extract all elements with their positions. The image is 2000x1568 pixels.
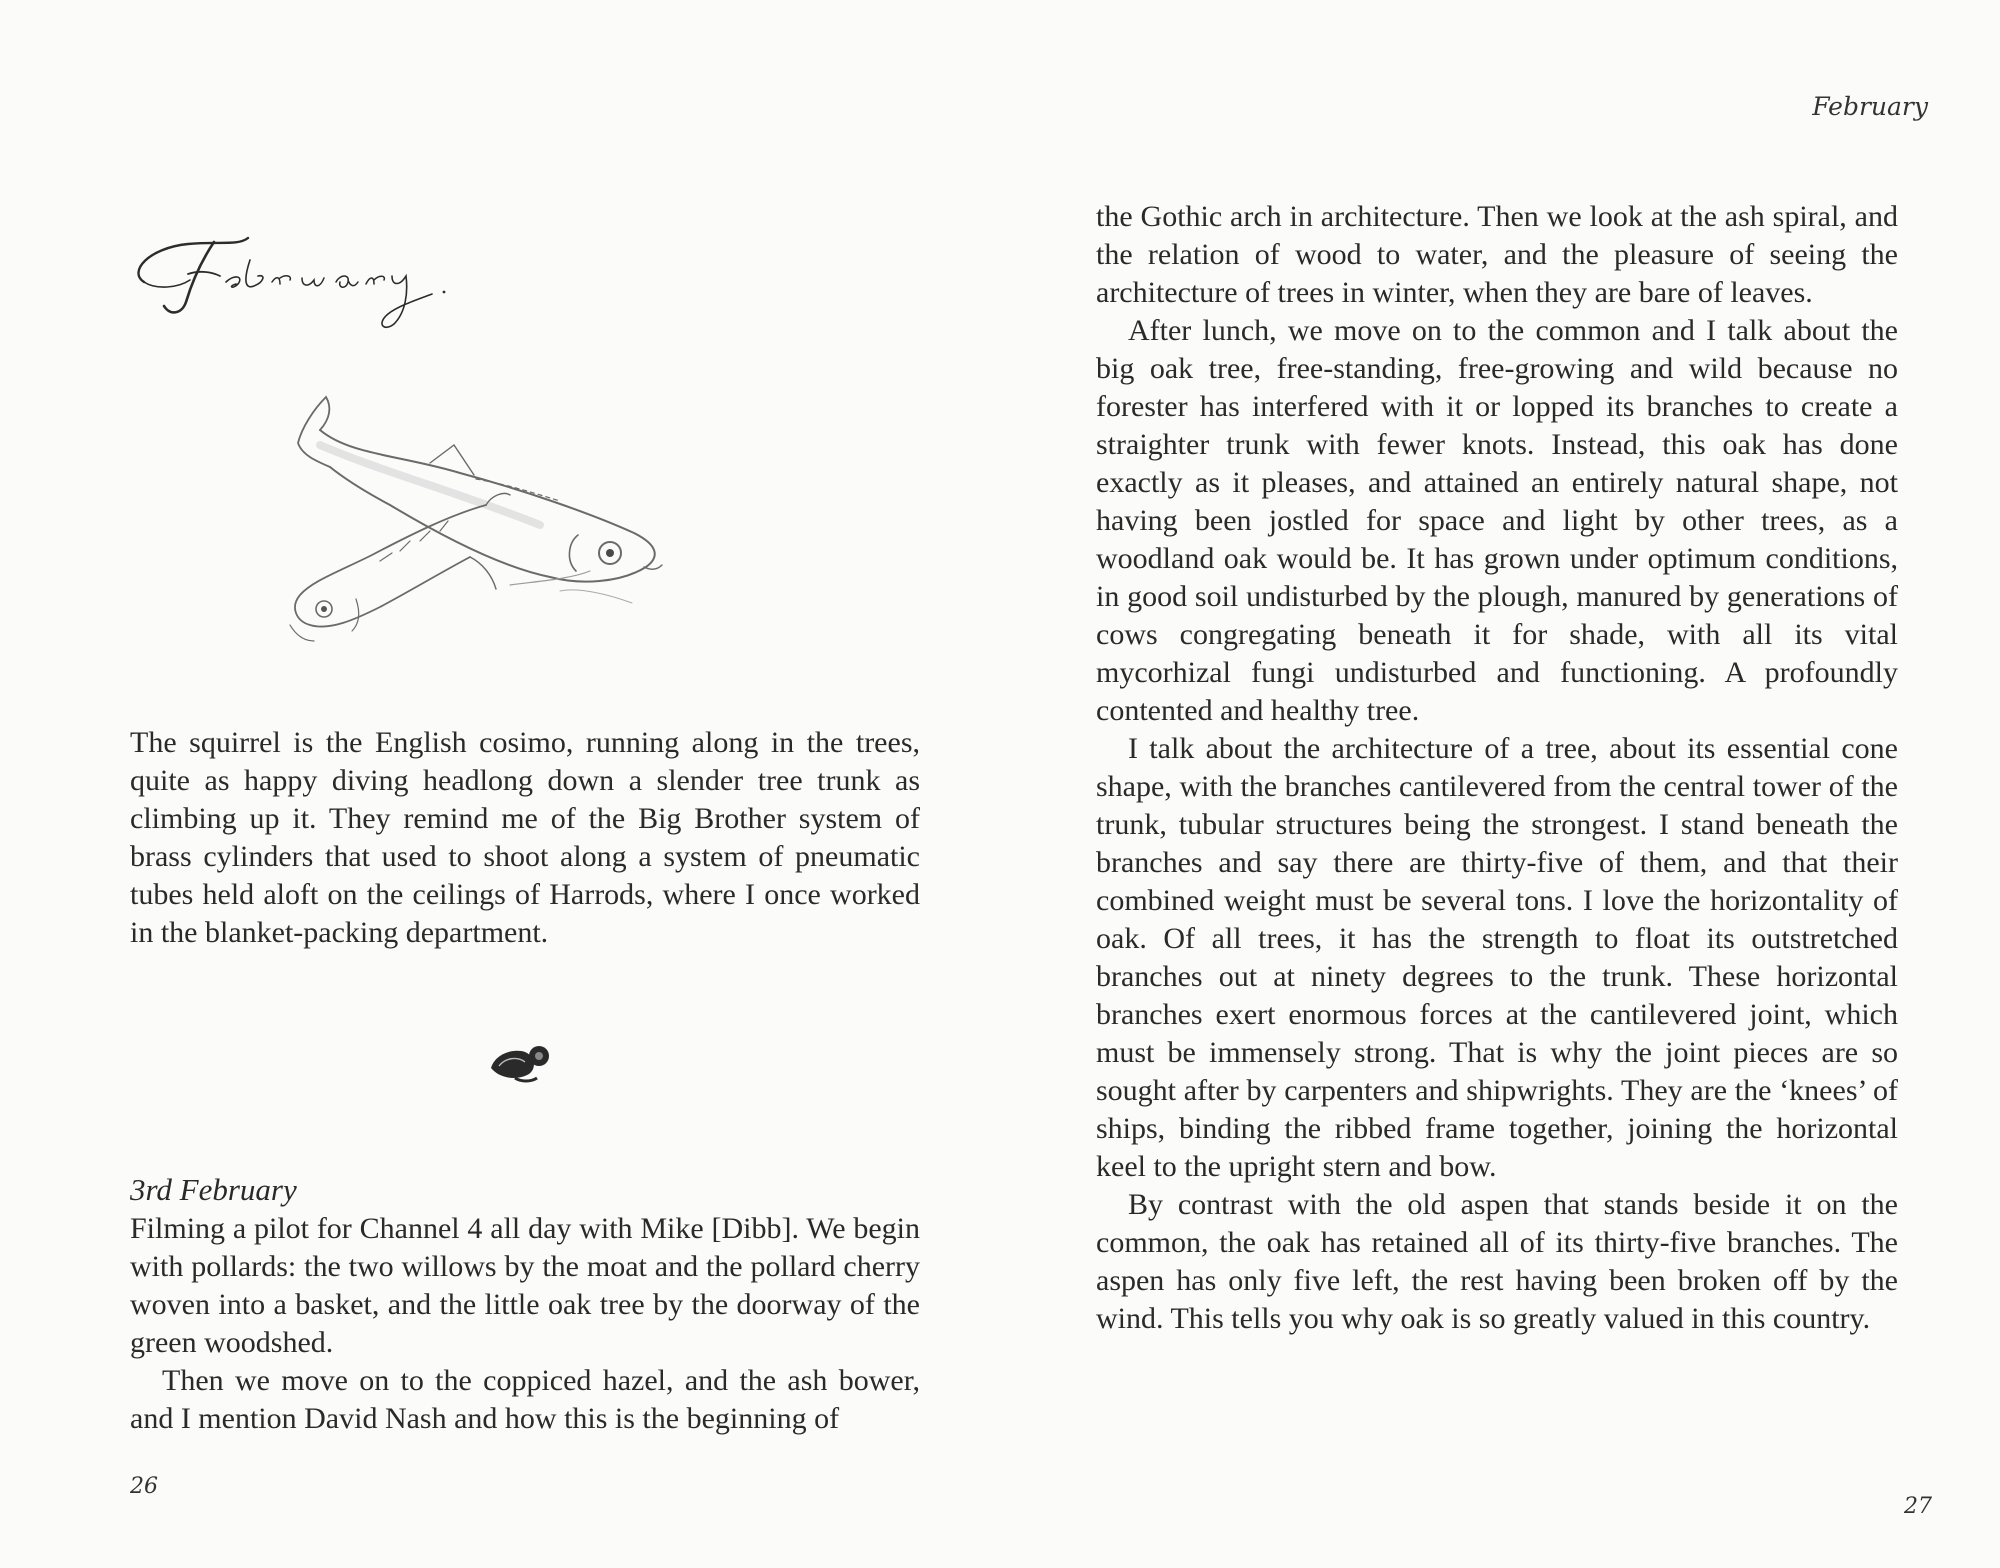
paragraph: After lunch, we move on to the common and I talk about the big oak tree, free-standing, free-growing and wild because no forester has interfered with it or lopped its branches to create a straighter trunk with fewer knots. Instead, this oak has done exactly as it pleases, and attained an entirely natural shape, not having been jostled for space and light by other trees, as a woodland oak would be. It has grown under optimum conditions, in good soil undisturbed by the plough, manured by generations of cows congregating beneath it for shade, with all its vital mycorhizal fungi undisturbed and functioning. A profoundly contented and healthy tree. bbox=[1096, 314, 1898, 727]
ornament-icon bbox=[485, 1038, 555, 1086]
paragraph: Filming a pilot for Channel 4 all day with Mike [Dibb]. We begin with pollards: the two willows by the moat and the pollard cherry woven into a basket, and the little oak tree by the doorway of the green woodshed. bbox=[130, 1212, 920, 1359]
entry-heading: 3rd February bbox=[130, 1172, 297, 1207]
right-text-block bbox=[1096, 198, 1898, 1338]
paragraph: I talk about the architecture of a tree, about its essential cone shape, with the branches cantilevered from the central tower of the trunk, tubular structures being the strongest. I stand beneath the branches and say there are thirty-five of them, and that their combined weight must be several tons. I love the horizontality of oak. Of all trees, it has the strength to float its outstretched branches out at ninety degrees to the trunk. These horizontal branches exert enormous forces at the cantilevered joint, which must be immensely strong. That is why the joint pieces are so sought after by carpenters and shipwrights. They are the ‘knees’ of ships, binding the ribbed frame together, joining the horizontal keel to the upright stern and bow. bbox=[1096, 732, 1898, 1183]
diary-entry-3rd-february bbox=[130, 1170, 920, 1438]
page-number-left: 26 bbox=[130, 1474, 158, 1499]
paragraph: the Gothic arch in architecture. Then we look at the ash spiral, and the relation of wood to water, and the pleasure of seeing the architecture of trees in winter, when they are bare of leaves. bbox=[1096, 200, 1898, 309]
squirrel-paragraph-block bbox=[130, 724, 920, 952]
right-page bbox=[1000, 0, 2000, 1568]
february-script-title bbox=[126, 220, 456, 340]
paragraph: The squirrel is the English cosimo, running along in the trees, quite as happy diving headlong down a slender tree trunk as climbing up it. They remind me of the Big Brother system of brass cylinders that used to shoot along a system of pneumatic tubes held aloft on the ceilings of Harrods, where I once worked in the blanket-packing department. bbox=[130, 726, 920, 949]
running-header: February bbox=[1812, 92, 1928, 121]
fish-illustration bbox=[260, 385, 740, 685]
paragraph: Then we move on to the coppiced hazel, and the ash bower, and I mention David Nash and how this is the beginning of bbox=[130, 1364, 920, 1435]
paragraph: By contrast with the old aspen that stands beside it on the common, the oak has retained all of its thirty-five branches. The aspen has only five left, the rest having been broken off by the wind. This tells you why oak is so greatly valued in this country. bbox=[1096, 1188, 1898, 1335]
page-number-right: 27 bbox=[1904, 1494, 1932, 1519]
